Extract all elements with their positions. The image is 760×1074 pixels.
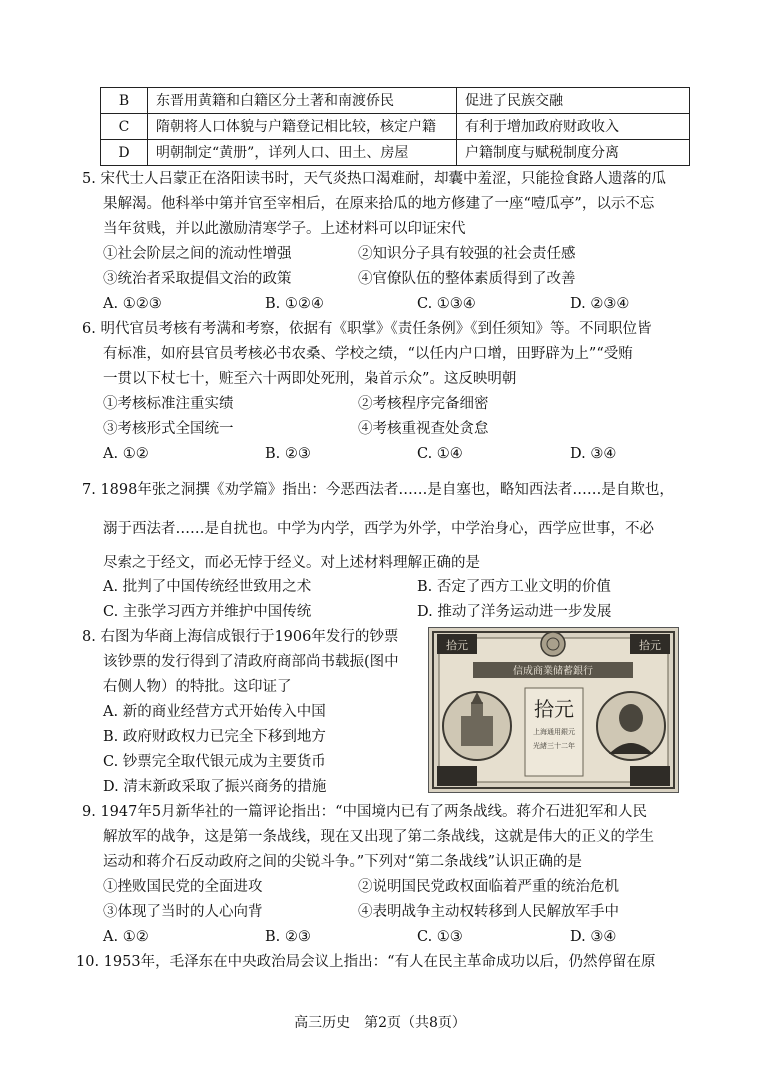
q9-item: ③体现了当时的人心向背 [103,904,263,920]
banknote-image [428,627,679,793]
q5-item: ③统治者采取提倡文治的政策 [103,271,292,287]
q8-choice-d[interactable]: D. 清末新政采取了振兴商务的措施 [103,779,327,795]
q7-stem-line: 尽索之于经文，而必无悖于经义。对上述材料理解正确的是 [103,555,480,571]
q9-item: ①挫败国民党的全面进攻 [103,879,263,895]
row-content: 明朝制定“黄册”，详列人口、田土、房屋 [148,140,457,166]
corner-label-left: 拾元 [446,639,468,652]
banknote-side-text: 光緒三十二年 [533,742,575,750]
q6-item: ②考核程序完备细密 [358,396,489,412]
q5-choice-c[interactable]: C. ①③④ [417,296,476,312]
q9-stem-line: 运动和蒋介石反动政府之间的尖锐斗争。”下列对“第二条战线”认识正确的是 [103,854,582,870]
q7-choice-b[interactable]: B. 否定了西方工业文明的价值 [417,579,611,595]
corner-tablet [630,766,670,786]
page-footer: 高三历史 第2页（共8页） [294,1015,466,1031]
q6-choice-b[interactable]: B. ②③ [265,446,311,462]
q5-item: ①社会阶层之间的流动性增强 [103,246,292,262]
q9-choice-a[interactable]: A. ①② [103,929,149,945]
q9-item: ④表明战争主动权转移到人民解放军手中 [358,904,619,920]
q7-stem-line: 7. 1898年张之洞撰《劝学篇》指出：今恶西法者……是自塞也，略知西法者……是自欺也， [82,482,674,498]
q9-item: ②说明国民党政权面临着严重的统治危机 [358,879,619,895]
q5-choice-d[interactable]: D. ②③④ [570,296,630,312]
q6-item: ①考核标准注重实绩 [103,396,234,412]
q8-choice-b[interactable]: B. 政府财政权力已完全下移到地方 [103,729,326,745]
q5-item: ④官僚队伍的整体素质得到了改善 [358,271,576,287]
row-content: 东晋用黄籍和白籍区分土著和南渡侨民 [148,88,457,114]
q7-stem-line: 溺于西法者……是自扰也。中学为内学，西学为外学，中学治身心，西学应世事，不必 [103,521,654,537]
q6-item: ③考核形式全国统一 [103,421,234,437]
q8-stem-line: 该钞票的发行得到了清政府商部尚书载振(图中 [103,654,399,670]
row-result: 促进了民族交融 [457,88,690,114]
q6-stem-line: 有标准，如府县官员考核必书农桑、学校之绩，“以任内户口增，田野辟为上”“受贿 [103,346,633,362]
denomination-text: 拾元 [534,697,574,721]
seal-emblem [541,632,565,656]
corner-label-right: 拾元 [639,639,661,652]
q5-stem-line: 当年贫贱，并以此激励清寒学子。上述材料可以印证宋代 [103,221,466,237]
q6-item: ④考核重视查处贪怠 [358,421,489,437]
q8-stem-line: 右侧人物）的特批。这印证了 [103,679,292,695]
row-letter: D [101,140,148,166]
q10-stem-line: 10. 1953年，毛泽东在中央政治局会议上指出：“有人在民主革命成功以后，仍然停留在原 [76,954,656,970]
q9-stem-line: 9. 1947年5月新华社的一篇评论指出：“中国境内已有了两条战线。蒋介石进犯军和人民 [82,804,647,820]
q7-choice-a[interactable]: A. 批判了中国传统经世致用之术 [103,579,312,595]
banknote-drawing [429,628,678,792]
row-letter: B [101,88,148,114]
q6-stem-line: 6. 明代官员考核有考满和考察，依据有《职掌》《责任条例》《到任须知》等。不同职位皆 [82,321,652,337]
q5-choice-a[interactable]: A. ①②③ [103,296,162,312]
row-content: 隋朝将人口体貌与户籍登记相比较，核定户籍 [148,114,457,140]
q9-choice-b[interactable]: B. ②③ [265,929,311,945]
options-table [100,87,690,166]
q5-choice-b[interactable]: B. ①②④ [265,296,324,312]
q6-stem-line: 一贯以下杖七十，赃至六十两即处死刑，枭首示众”。这反映明朝 [103,371,517,387]
corner-tablet [437,766,477,786]
q5-item: ②知识分子具有较强的社会责任感 [358,246,576,262]
q6-choice-d[interactable]: D. ③④ [570,446,617,462]
q5-stem-line: 5. 宋代士人吕蒙正在洛阳读书时，天气炎热口渴难耐，却囊中羞涩，只能捡食路人遗落的瓜 [82,171,666,187]
q8-stem-line: 8. 右图为华商上海信成银行于1906年发行的钞票 [82,629,399,645]
q9-choice-c[interactable]: C. ①③ [417,929,463,945]
table-row [101,140,690,166]
q7-choice-d[interactable]: D. 推动了洋务运动进一步发展 [417,604,612,620]
q6-choice-c[interactable]: C. ①④ [417,446,463,462]
row-result: 有利于增加政府财政收入 [457,114,690,140]
q8-choice-a[interactable]: A. 新的商业经营方式开始传入中国 [103,704,326,720]
q8-choice-c[interactable]: C. 钞票完全取代银元成为主要货币 [103,754,326,770]
q6-choice-a[interactable]: A. ①② [103,446,149,462]
banknote-center-text: 上海通用銀元 [533,728,575,736]
table-row [101,88,690,114]
table-row [101,114,690,140]
row-letter: C [101,114,148,140]
q7-choice-c[interactable]: C. 主张学习西方并维护中国传统 [103,604,312,620]
q9-stem-line: 解放军的战争，这是第一条战线，现在又出现了第二条战线，这就是伟大的正义的学生 [103,829,654,845]
row-result: 户籍制度与赋税制度分离 [457,140,690,166]
q9-choice-d[interactable]: D. ③④ [570,929,617,945]
banknote-header: 信成商業储蓄銀行 [513,666,593,677]
q5-stem-line: 果解渴。他科举中第并官至宰相后，在原来拾瓜的地方修建了一座“噎瓜亭”，以示不忘 [103,196,655,212]
